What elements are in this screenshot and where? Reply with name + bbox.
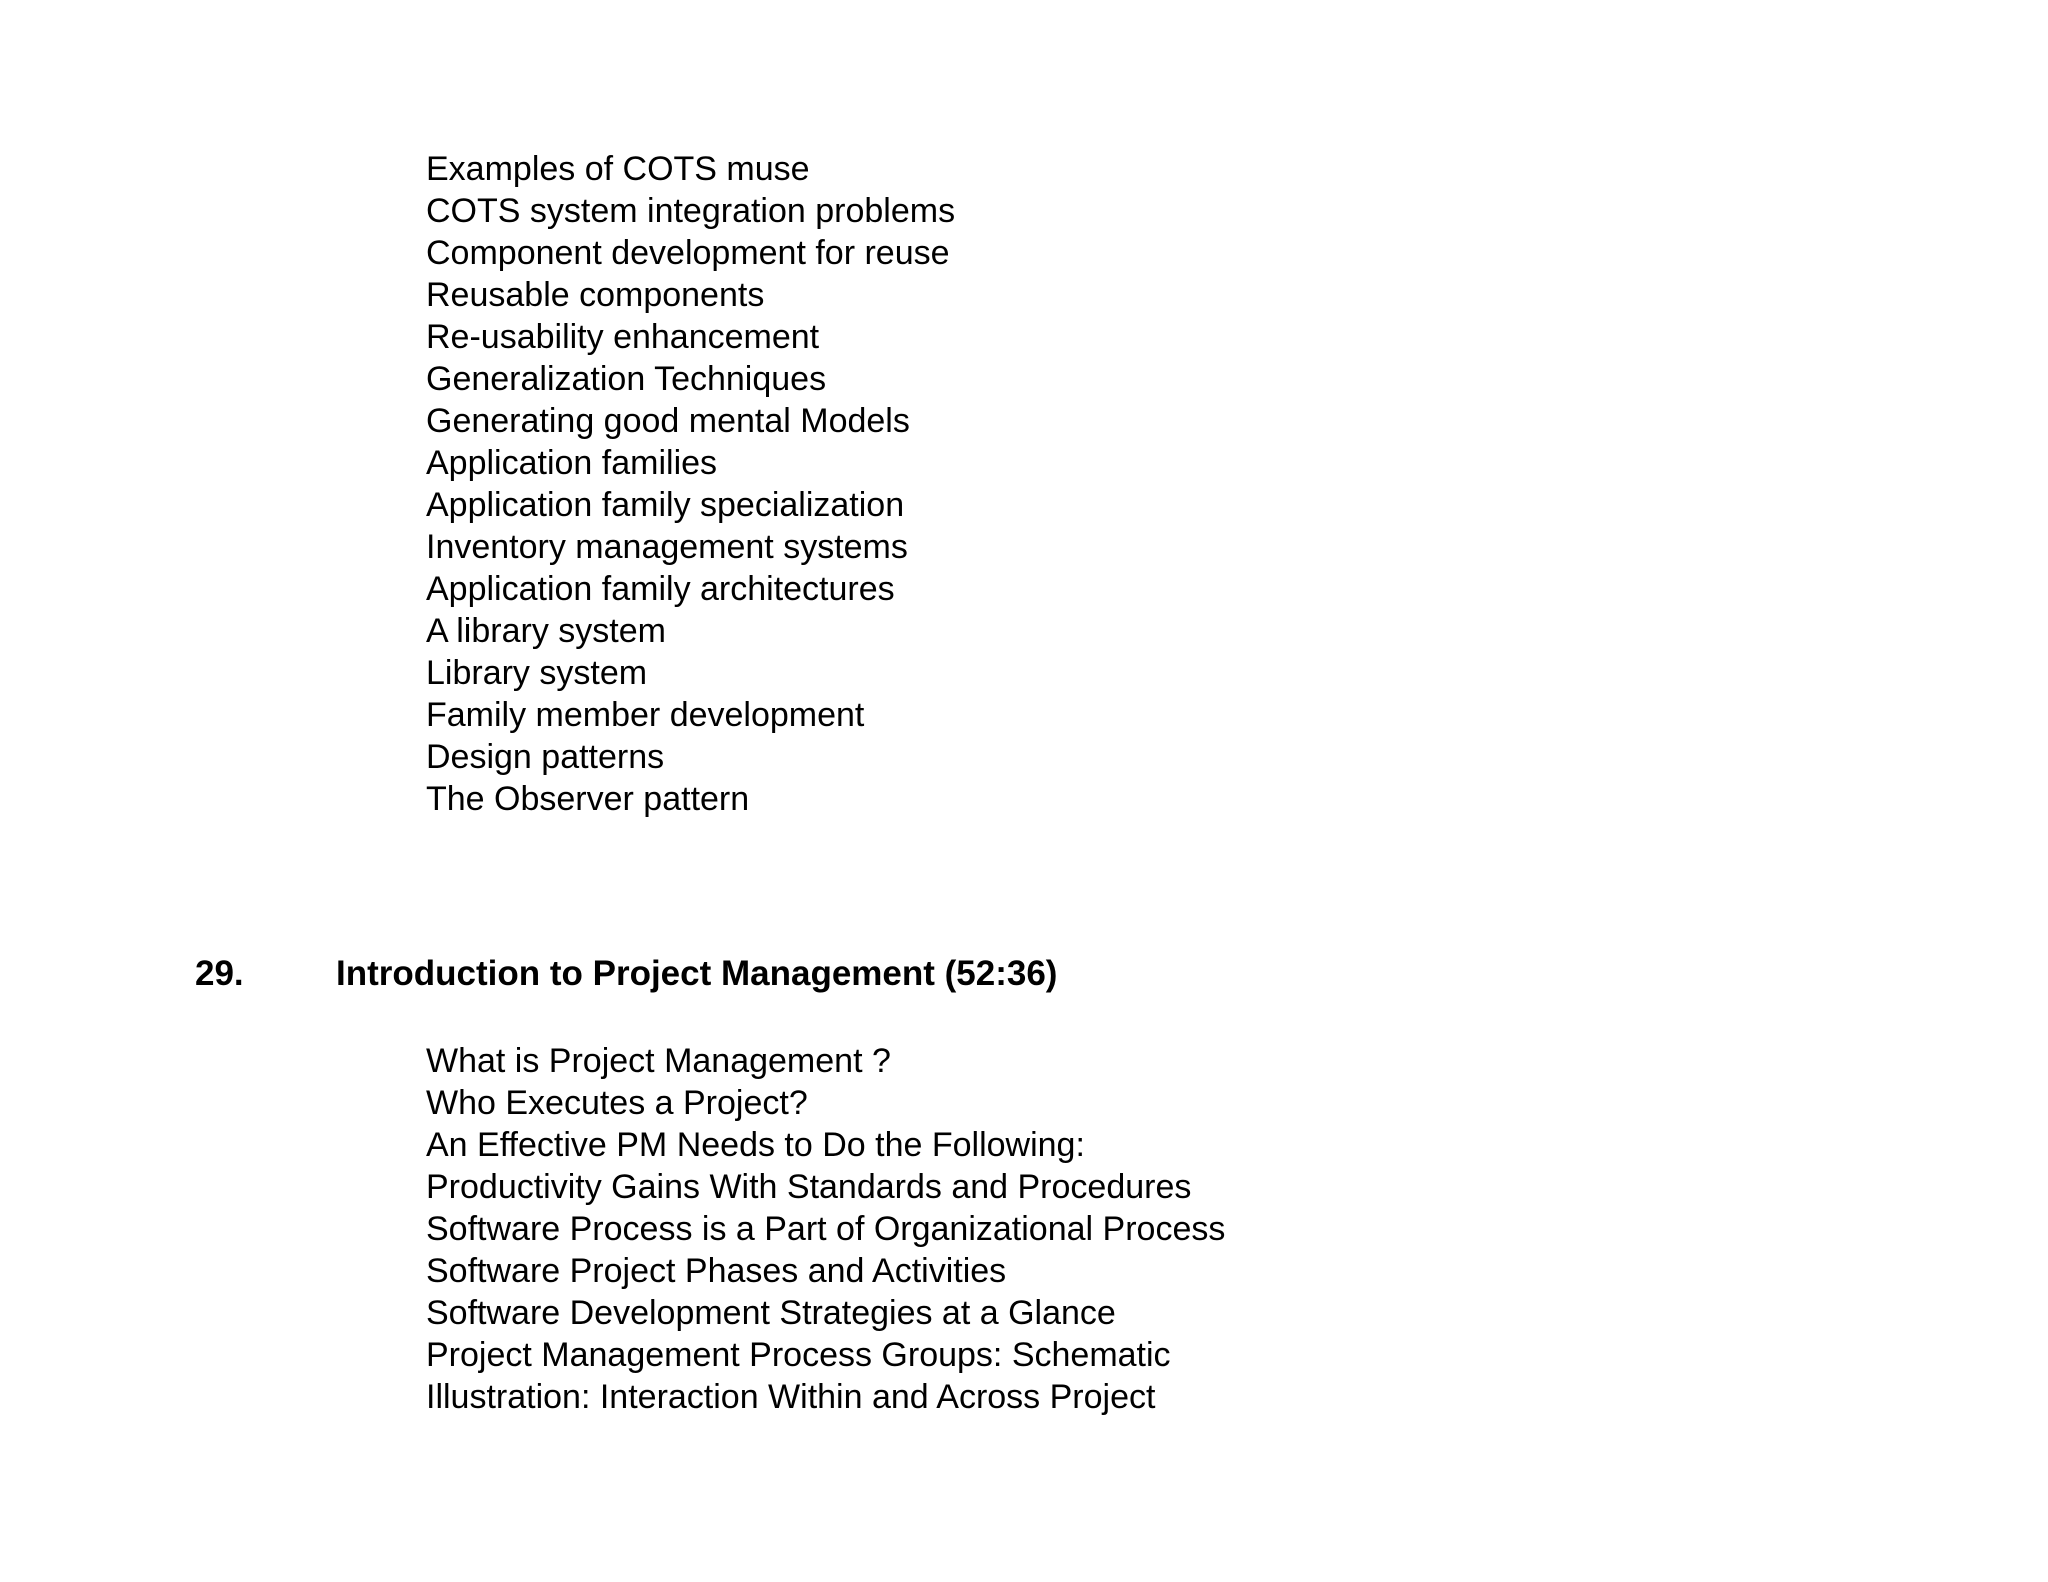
- topic-item: Reusable components: [426, 276, 765, 314]
- topic-item: Productivity Gains With Standards and Procedures: [426, 1168, 1192, 1206]
- topic-item: Application families: [426, 444, 718, 482]
- topic-item: Design patterns: [426, 738, 665, 776]
- topic-item: A library system: [426, 612, 666, 650]
- topic-item: Inventory management systems: [426, 528, 908, 566]
- topic-item: Software Project Phases and Activities: [426, 1252, 1007, 1290]
- topic-item: Software Development Strategies at a Glance: [426, 1294, 1116, 1332]
- topic-item: Software Process is a Part of Organizational Process: [426, 1210, 1226, 1248]
- topic-item: Project Management Process Groups: Schematic: [426, 1336, 1171, 1374]
- topic-item: Re-usability enhancement: [426, 318, 820, 356]
- topic-item: Illustration: Interaction Within and Across Project: [426, 1378, 1156, 1416]
- section-number: 29.: [195, 954, 244, 993]
- topic-item: Application family architectures: [426, 570, 895, 608]
- topic-item: COTS system integration problems: [426, 192, 956, 230]
- topic-item: Generating good mental Models: [426, 402, 910, 440]
- topic-item: An Effective PM Needs to Do the Following:: [426, 1126, 1085, 1164]
- topic-list-section-29: [426, 1040, 1225, 1418]
- section-title: Introduction to Project Management (52:36): [336, 954, 1058, 993]
- topic-item: What is Project Management ?: [426, 1042, 891, 1080]
- topic-item: Who Executes a Project?: [426, 1084, 808, 1122]
- topic-item: Application family specialization: [426, 486, 905, 524]
- topic-list-continued: [426, 148, 955, 820]
- topic-item: Library system: [426, 654, 648, 692]
- topic-item: Generalization Techniques: [426, 360, 827, 398]
- topic-item: Examples of COTS muse: [426, 150, 810, 188]
- topic-item: The Observer pattern: [426, 780, 750, 818]
- topic-item: Family member development: [426, 696, 865, 734]
- topic-item: Component development for reuse: [426, 234, 950, 272]
